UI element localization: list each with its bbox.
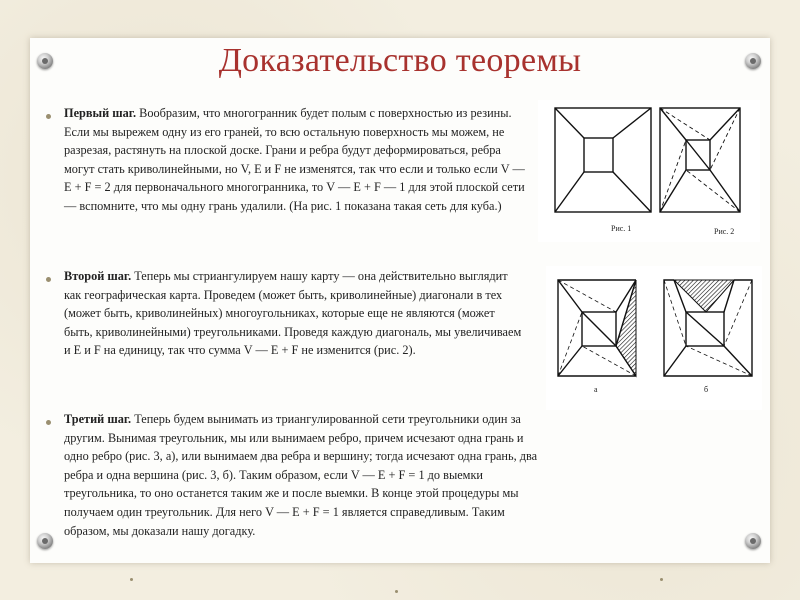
- figure-1-net: [555, 108, 651, 212]
- figure-3: [546, 266, 762, 410]
- figure-1-2: [538, 100, 760, 242]
- figure-3a-net: [558, 280, 636, 376]
- step-3-paragraph: [64, 410, 538, 540]
- bullet-icon: [46, 277, 51, 282]
- step-2-text: Теперь мы стриангулируем нашу карту — она действительно выглядит как географическая карта. Проведем (может быть, криволинейные) диагонали в тех (может быть, криволинейных) многоугольниках, которые еще не являются (может быть, криволинейными) треугольниками. Проведя каждую диагональ, мы увеличиваем и E и F на единицу, так что сумма V — E + F не изменится (рис. 2).: [64, 269, 522, 358]
- step-1-paragraph: [64, 104, 534, 216]
- bullet-icon: [46, 420, 51, 425]
- decor-dot: [395, 590, 398, 593]
- step-2-paragraph: [64, 267, 526, 360]
- step-3-heading: Третий шаг.: [64, 412, 132, 426]
- bullet-icon: [46, 114, 51, 119]
- decor-dot: [130, 578, 133, 581]
- step-3-text: Теперь будем вынимать из триангулированной сети треугольники один за другим. Вынимая треугольник, мы или вынимаем ребро, причем исчезают одна грань и одно ребро (рис. 3, а), или вынимаем два ребра и вершину; тогда исчезают одна грань, два ребра и одна вершина (рис. 3, б). Таким образом, если V — E + F = 1 до выемки треугольника, то оно останется таким же и после выемки. В конце этой процедуры мы получаем один треугольник. Для него V — E + F = 1 является справедливым. Таким образом, мы доказали нашу догадку.: [64, 412, 538, 538]
- figure-2-label: Рис. 2: [714, 227, 735, 236]
- pin-bottom-right-icon: [745, 533, 761, 549]
- page-title: Доказательство теоремы: [218, 42, 582, 79]
- decor-dot: [660, 578, 663, 581]
- pin-bottom-left-icon: [37, 533, 53, 549]
- figure-3a-label: а: [594, 385, 598, 394]
- figure-3b-net: [664, 280, 752, 376]
- figure-3b-label: б: [704, 385, 709, 394]
- step-1-heading: Первый шаг.: [64, 106, 137, 120]
- figure-1-label: Рис. 1: [611, 224, 632, 233]
- step-2-heading: Второй шаг.: [64, 269, 132, 283]
- step-1-text: Вообразим, что многогранник будет полым с поверхностью из резины. Если мы вырежем одну из его граней, то всю остальную поверхность мы можем, не разрезая, растянуть на плоской доске. Грани и ребра будут деформироваться, ребра могут стать криволинейными, но V, E и F не изменятся, так что если и только если V — E + F = 2 для первоначального многогранника, то V — E + F — 1 для этой плоской сети — вспомните, что мы одну грань удалили. (На рис. 1 показана такая сеть для куба.): [64, 106, 525, 213]
- figure-2-triangulated-net: [660, 108, 740, 212]
